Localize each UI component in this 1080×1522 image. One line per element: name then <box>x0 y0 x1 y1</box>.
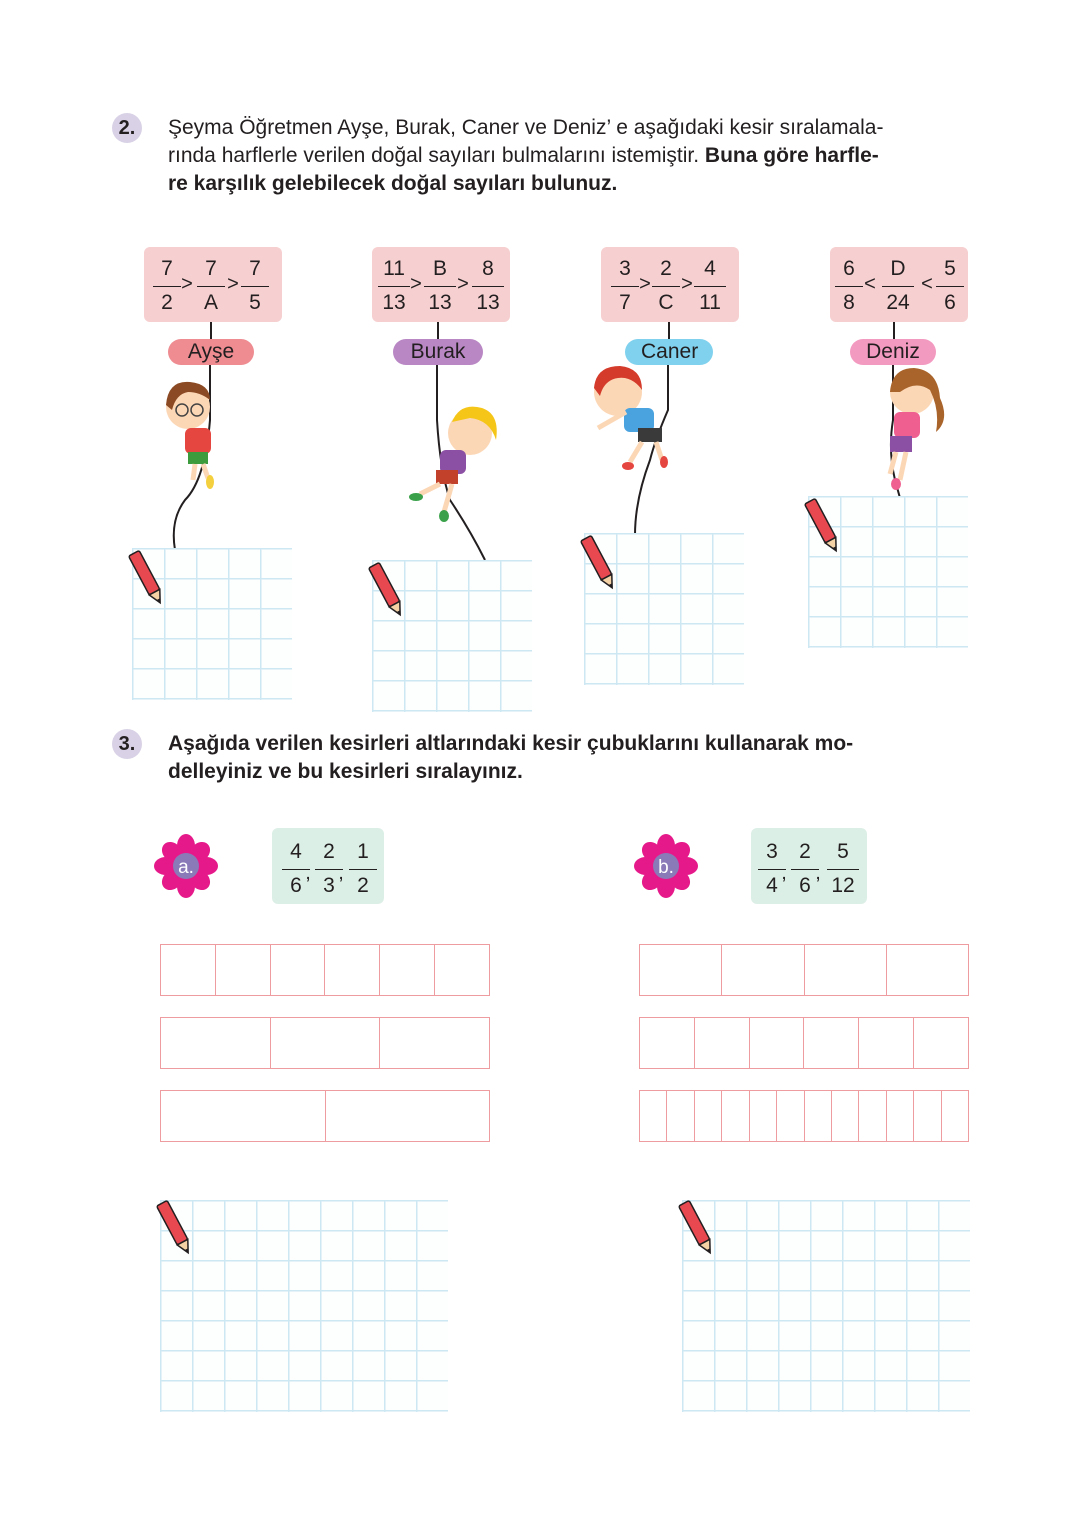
label-ayse: Ayşe <box>168 339 254 365</box>
pencil-icon <box>367 560 427 622</box>
question-2-line-1: Şeyma Öğretmen Ayşe, Burak, Caner ve Deniz’ e aşağıdaki kesir sıralamala- <box>168 116 884 139</box>
fraction-bars-b <box>639 944 969 1144</box>
question-2-line-2-normal: rında harflerle verilen doğal sayıları bulmalarını istemiştir. <box>168 144 705 167</box>
fraction: $\frac{11}{13}$ <box>378 255 410 317</box>
pencil-icon <box>677 1198 737 1260</box>
girl-ayse-icon <box>166 382 214 489</box>
fraction: $\frac{D}{24}$ <box>882 255 914 317</box>
fraction-bar-halves[interactable] <box>160 1090 490 1142</box>
fraction-bar-sixths[interactable] <box>639 1017 969 1069</box>
fraction: $\frac{5}{6}$ <box>936 255 964 317</box>
fraction: $\frac{6}{8}$ <box>835 255 863 317</box>
fraction: $\frac{2}{3}$ <box>315 838 343 900</box>
comparison-sign: < <box>864 273 876 295</box>
fraction: $\frac{5}{12}$ <box>827 838 859 900</box>
separator: , <box>781 862 787 884</box>
fraction: $\frac{4}{6}$ <box>282 838 310 900</box>
flower-icon <box>154 834 218 898</box>
fraction: $\frac{1}{2}$ <box>349 838 377 900</box>
comparison-sign: > <box>639 273 651 295</box>
comparison-sign: > <box>457 273 469 295</box>
fraction: $\frac{2}{C}$ <box>652 255 680 317</box>
fraction-bar-twelfths[interactable] <box>639 1090 969 1142</box>
fraction: $\frac{4}{11}$ <box>694 255 726 317</box>
fraction: $\frac{B}{13}$ <box>424 255 456 317</box>
pencil-icon <box>155 1198 215 1260</box>
pencil-icon <box>127 548 187 610</box>
girl-deniz-icon <box>890 368 944 490</box>
question-3-text <box>168 730 988 786</box>
comparison-sign: < <box>921 273 933 295</box>
part-a-label: a. <box>178 857 194 878</box>
fraction-list-b <box>751 828 867 904</box>
comparison-sign: > <box>227 273 239 295</box>
question-3-line-1: Aşağıda verilen kesirleri altlarındaki kesir çubuklarını kullanarak mo- <box>168 732 854 755</box>
fraction: $\frac{7}{A}$ <box>197 255 225 317</box>
fraction: $\frac{3}{4}$ <box>758 838 786 900</box>
question-3-line-2: delleyiniz ve bu kesirleri sıralayınız. <box>168 760 523 783</box>
question-3-number: 3. <box>112 729 142 759</box>
fraction: $\frac{3}{7}$ <box>611 255 639 317</box>
question-2-number: 2. <box>112 113 142 143</box>
comparison-sign: > <box>181 273 193 295</box>
question-2-line-3-bold: re karşılık gelebilecek doğal sayıları bulunuz. <box>168 172 618 195</box>
part-b-label: b. <box>658 857 674 878</box>
question-2-line-2-bold: Buna göre harfle- <box>704 144 879 167</box>
comparison-sign: > <box>681 273 693 295</box>
fraction: $\frac{8}{13}$ <box>472 255 504 317</box>
comparison-sign: > <box>410 273 422 295</box>
pencil-icon <box>803 496 863 558</box>
label-deniz: Deniz <box>850 339 936 365</box>
fraction: $\frac{7}{2}$ <box>153 255 181 317</box>
fraction-bar-thirds[interactable] <box>160 1017 490 1069</box>
fraction-bars-a <box>160 944 490 1144</box>
separator: , <box>815 862 821 884</box>
fraction-bar-sixths[interactable] <box>160 944 490 996</box>
flower-icon <box>634 834 698 898</box>
label-caner: Caner <box>625 339 713 365</box>
separator: , <box>305 862 311 884</box>
fraction-list-a <box>272 828 384 904</box>
fraction: $\frac{2}{6}$ <box>791 838 819 900</box>
fraction-bar-quarters[interactable] <box>639 944 969 996</box>
fraction: $\frac{7}{5}$ <box>241 255 269 317</box>
separator: , <box>338 862 344 884</box>
label-burak: Burak <box>393 339 483 365</box>
pencil-icon <box>579 533 639 595</box>
boy-caner-icon <box>594 366 668 470</box>
